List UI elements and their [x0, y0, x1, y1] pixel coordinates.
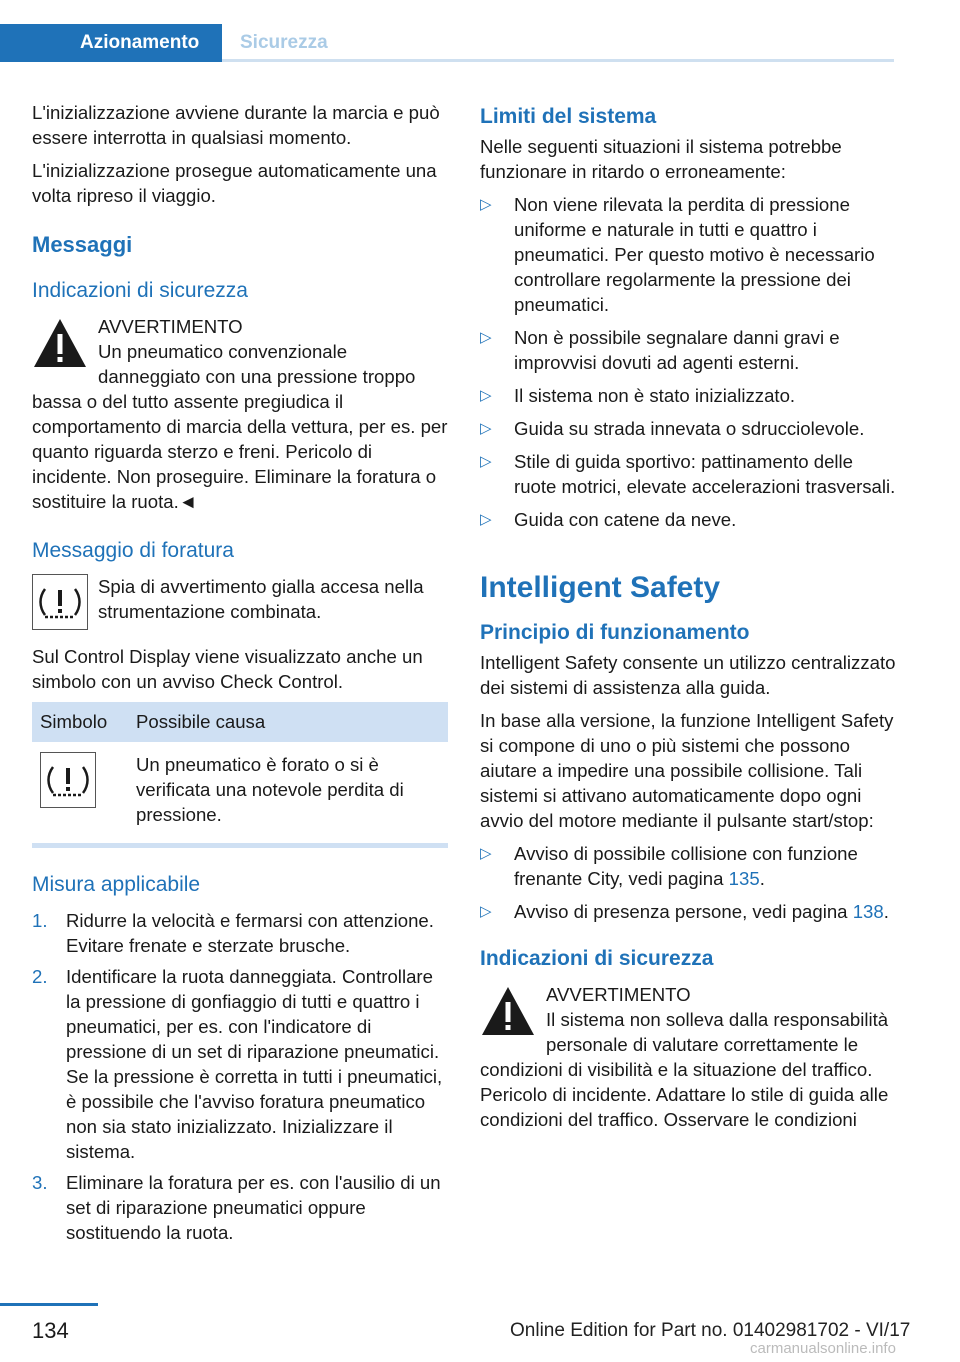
heading-indicazioni-sicurezza: Indicazioni di sicurezza — [32, 279, 248, 302]
footer-rule — [0, 1303, 98, 1306]
list-item-text: Avviso di presenza persone, vedi pagina — [514, 901, 853, 922]
heading-principio-funzionamento: Principio di funzionamento — [480, 621, 750, 644]
list-item-end: . — [759, 868, 765, 889]
step-number: 2. — [32, 966, 48, 987]
triangle-bullet-icon: ▷ — [480, 387, 492, 404]
paragraph-init-2: L'inizializzazione prosegue automaticamente una volta ripreso il viaggio. — [32, 160, 437, 206]
safety-systems-list — [480, 841, 896, 924]
warning-title: AVVERTIMENTO — [546, 984, 691, 1005]
step-text: Ridurre la velocità e fermarsi con attenzione. Evitare frenate e sterzate brusche. — [66, 910, 434, 956]
list-item — [480, 899, 896, 924]
paragraph-control-display: Sul Control Display viene visualizzato anche un simbolo con un avviso Check Control. — [32, 646, 423, 692]
list-item — [480, 507, 896, 532]
list-item — [480, 841, 896, 891]
warning-triangle-icon — [480, 984, 536, 1038]
step-text: Eliminare la foratura per es. con l'ausilio di un set di riparazione pneumatici oppure sostituendo la ruota. — [66, 1172, 441, 1243]
list-item-end: . — [883, 901, 889, 922]
list-item-text: Guida con catene da neve. — [514, 509, 737, 530]
header-tabs — [0, 0, 894, 62]
table-header-causa: Possibile causa — [128, 702, 448, 742]
tab-azionamento[interactable]: Azionamento — [0, 24, 222, 62]
limits-list — [480, 192, 896, 532]
table-row — [32, 742, 448, 837]
table-bottom-rule — [32, 843, 448, 848]
list-item — [480, 192, 896, 317]
triangle-bullet-icon: ▷ — [480, 845, 492, 862]
list-item — [480, 325, 896, 375]
paragraph-init-1: L'inizializzazione avviene durante la marcia e può essere interrotta in qualsiasi momento. — [32, 102, 440, 148]
table-header-simbolo: Simbolo — [32, 702, 128, 742]
heading-misura-applicabile: Misura applicabile — [32, 873, 201, 896]
step-number: 1. — [32, 910, 48, 931]
triangle-bullet-icon: ▷ — [480, 903, 492, 920]
heading-limiti-sistema: Limiti del sistema — [480, 105, 657, 128]
tab-sicurezza[interactable]: Sicurezza — [240, 32, 328, 53]
list-item — [480, 416, 896, 441]
warning-block — [32, 314, 448, 514]
triangle-bullet-icon: ▷ — [480, 196, 492, 213]
heading-intelligent-safety: Intelligent Safety — [480, 571, 721, 604]
heading-messaggi: Messaggi — [32, 232, 133, 257]
warning-triangle-icon — [32, 316, 88, 370]
header-rule — [222, 59, 894, 62]
heading-messaggio-foratura: Messaggio di foratura — [32, 539, 234, 562]
paragraph-safety-2: In base alla versione, la funzione Intelligent Safety si compone di uno o più sistemi che possono aiutare a impedire una possibile collisione. Tali sistemi si attivano automaticamente dopo ogni avvio del motore mediante il pulsante start/stop: — [480, 710, 894, 831]
page-link-135[interactable]: 135 — [728, 868, 760, 889]
list-item-text: Non è possibile segnalare danni gravi e improvvisi dovuti ad agenti esterni. — [514, 327, 840, 373]
triangle-bullet-icon: ▷ — [480, 329, 492, 346]
symbol-table — [32, 702, 448, 837]
edition-note: Online Edition for Part no. 01402981702 - VI/17 — [510, 1320, 911, 1341]
paragraph-safety-1: Intelligent Safety consente un utilizzo centralizzato dei sistemi di assistenza alla guida. — [480, 652, 896, 698]
tire-pressure-warning-icon — [32, 574, 88, 630]
table-header-row — [32, 702, 448, 742]
tire-pressure-warning-icon — [40, 752, 96, 808]
table-cell-cause: Un pneumatico è forato o si è verificata una notevole perdita di pressione. — [136, 754, 404, 825]
warning-text: Un pneumatico convenzionale danneggiato con una pressione troppo bassa o del tutto assente pregiudica il comportamento di marcia della vettura, per es. per quanto riguarda sterzo e freni. Pericolo di incidente. Non proseguire. Eliminare la foratura o sostituire la ruota.◄ — [32, 341, 448, 512]
warning-text: Il sistema non solleva dalla responsabilità personale di valutare correttamente le condizioni di visibilità e la situazione del traffico. Pericolo di incidente. Adattare lo stile di guida alle condizioni del traffico. Osservare le condizioni — [480, 1009, 889, 1130]
triangle-bullet-icon: ▷ — [480, 453, 492, 470]
warning-block — [480, 982, 896, 1132]
right-column — [480, 100, 896, 1132]
list-item — [480, 449, 896, 499]
spia-text: Spia di avvertimento gialla accesa nella strumentazione combinata. — [98, 576, 424, 622]
step-text: Identificare la ruota danneggiata. Controllare la pressione di gonfiaggio di tutti e quattro i pneumatici, per es. con l'indicatore di pressione di un set di riparazione pneumatici. Se la pressione è corretta in tutti i pneumatici, è possibile che l'avviso foratura pneumatico non sia stato inizializzato. Inizializzare il sistema. — [66, 966, 443, 1162]
steps-list — [32, 908, 448, 1245]
watermark: carmanualsonline.info — [750, 1340, 896, 1357]
list-item-text: Non viene rilevata la perdita di pressione uniforme e naturale in tutti e quattro i pneumatici. Per questo motivo è necessario controllare regolarmente la pressione dei pneumatici. — [514, 194, 875, 315]
list-item-text: Avviso di possibile collisione con funzione frenante City, vedi pagina — [514, 843, 858, 889]
step-number: 3. — [32, 1172, 48, 1193]
page-link-138[interactable]: 138 — [852, 901, 884, 922]
triangle-bullet-icon: ▷ — [480, 511, 492, 528]
list-item — [32, 908, 448, 958]
list-item — [480, 383, 896, 408]
list-item — [32, 964, 448, 1164]
page-number: 134 — [32, 1318, 69, 1343]
table-cell-symbol — [32, 742, 128, 837]
list-item-text: Il sistema non è stato inizializzato. — [514, 385, 796, 406]
triangle-bullet-icon: ▷ — [480, 420, 492, 437]
left-column — [32, 100, 448, 1251]
list-item-text: Guida su strada innevata o sdrucciolevole. — [514, 418, 865, 439]
paragraph-limiti-intro: Nelle seguenti situazioni il sistema potrebbe funzionare in ritardo o erroneamente: — [480, 136, 842, 182]
list-item-text: Stile di guida sportivo: pattinamento delle ruote motrici, elevate accelerazioni trasversali. — [514, 451, 896, 497]
list-item — [32, 1170, 448, 1245]
spia-row — [32, 574, 448, 630]
warning-title: AVVERTIMENTO — [98, 316, 243, 337]
heading-indicazioni-sicurezza-2: Indicazioni di sicurezza — [480, 947, 714, 970]
